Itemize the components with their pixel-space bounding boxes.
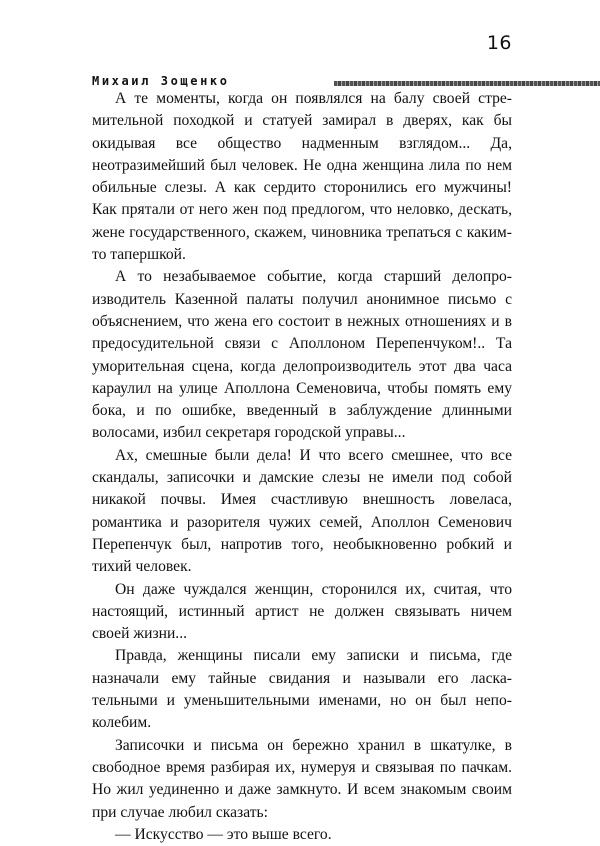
- paragraph: Ах, смешные были дела! И что всего смешнее, что все скандалы, записочки и дамские слезы не имели под собой никакой почвы. Имея счастливую внешность ловеласа, романтика и разорителя чужих семей, Аполлон Семенович Перепенчук был, напротив того, необыкновенно робкий и тихий человек.: [92, 446, 512, 576]
- dialogue-line: — Искусство — это выше всего.: [115, 825, 332, 843]
- body-text: [92, 88, 512, 846]
- header-rule: [334, 81, 600, 86]
- page-number: 16: [486, 32, 512, 54]
- paragraph: Правда, женщины писали ему записки и письма, где назначали ему тайные свидания и называли его ласкательными и уменьшительными именами, но он был непоколебим.: [92, 647, 512, 732]
- paragraph: А те моменты, когда он появлялся на балу своей стремительной походкой и статуей замирал в дверях, как бы окидывая все общество надменным взглядом... Да, неотразимейший был человек. Не одна женщина лила по нем обильные слезы. А как сердито сторонились его мужчины! Как прятали от него жен под предлогом, что неловко, дескать, жене государственного, скажем, чиновника трепаться с каким-то тапершкой.: [92, 90, 512, 264]
- running-header: [92, 28, 512, 88]
- paragraph: Он даже чуждался женщин, сторонился их, считая, что настоящий, истинный артист не должен связывать ничем своей жизни...: [92, 580, 512, 643]
- paragraph: Записочки и письма он бережно хранил в шкатулке, в свободное время разбирая их, нумеруя и связывая по пачкам. Но жил уединенно и даже замкнуто. И всем знакомым своим при случае любил сказать:: [92, 736, 512, 821]
- running-head-author: Михаил Зощенко: [92, 74, 230, 88]
- paragraph: А то незабываемое событие, когда старший делопроизводитель Казенной палаты получил анонимное письмо с объяснением, что жена его состоит в нежных отношениях и в предосудительной связи с Аполлоном Перепенчуком!.. Та уморительная сцена, когда делопроизводитель этот два часа караулил на улице Аполлона Семеновича, чтобы помять ему бока, и по ошибке, введенный в заблуждение длинными волосами, избил секретаря городской управы...: [92, 268, 512, 442]
